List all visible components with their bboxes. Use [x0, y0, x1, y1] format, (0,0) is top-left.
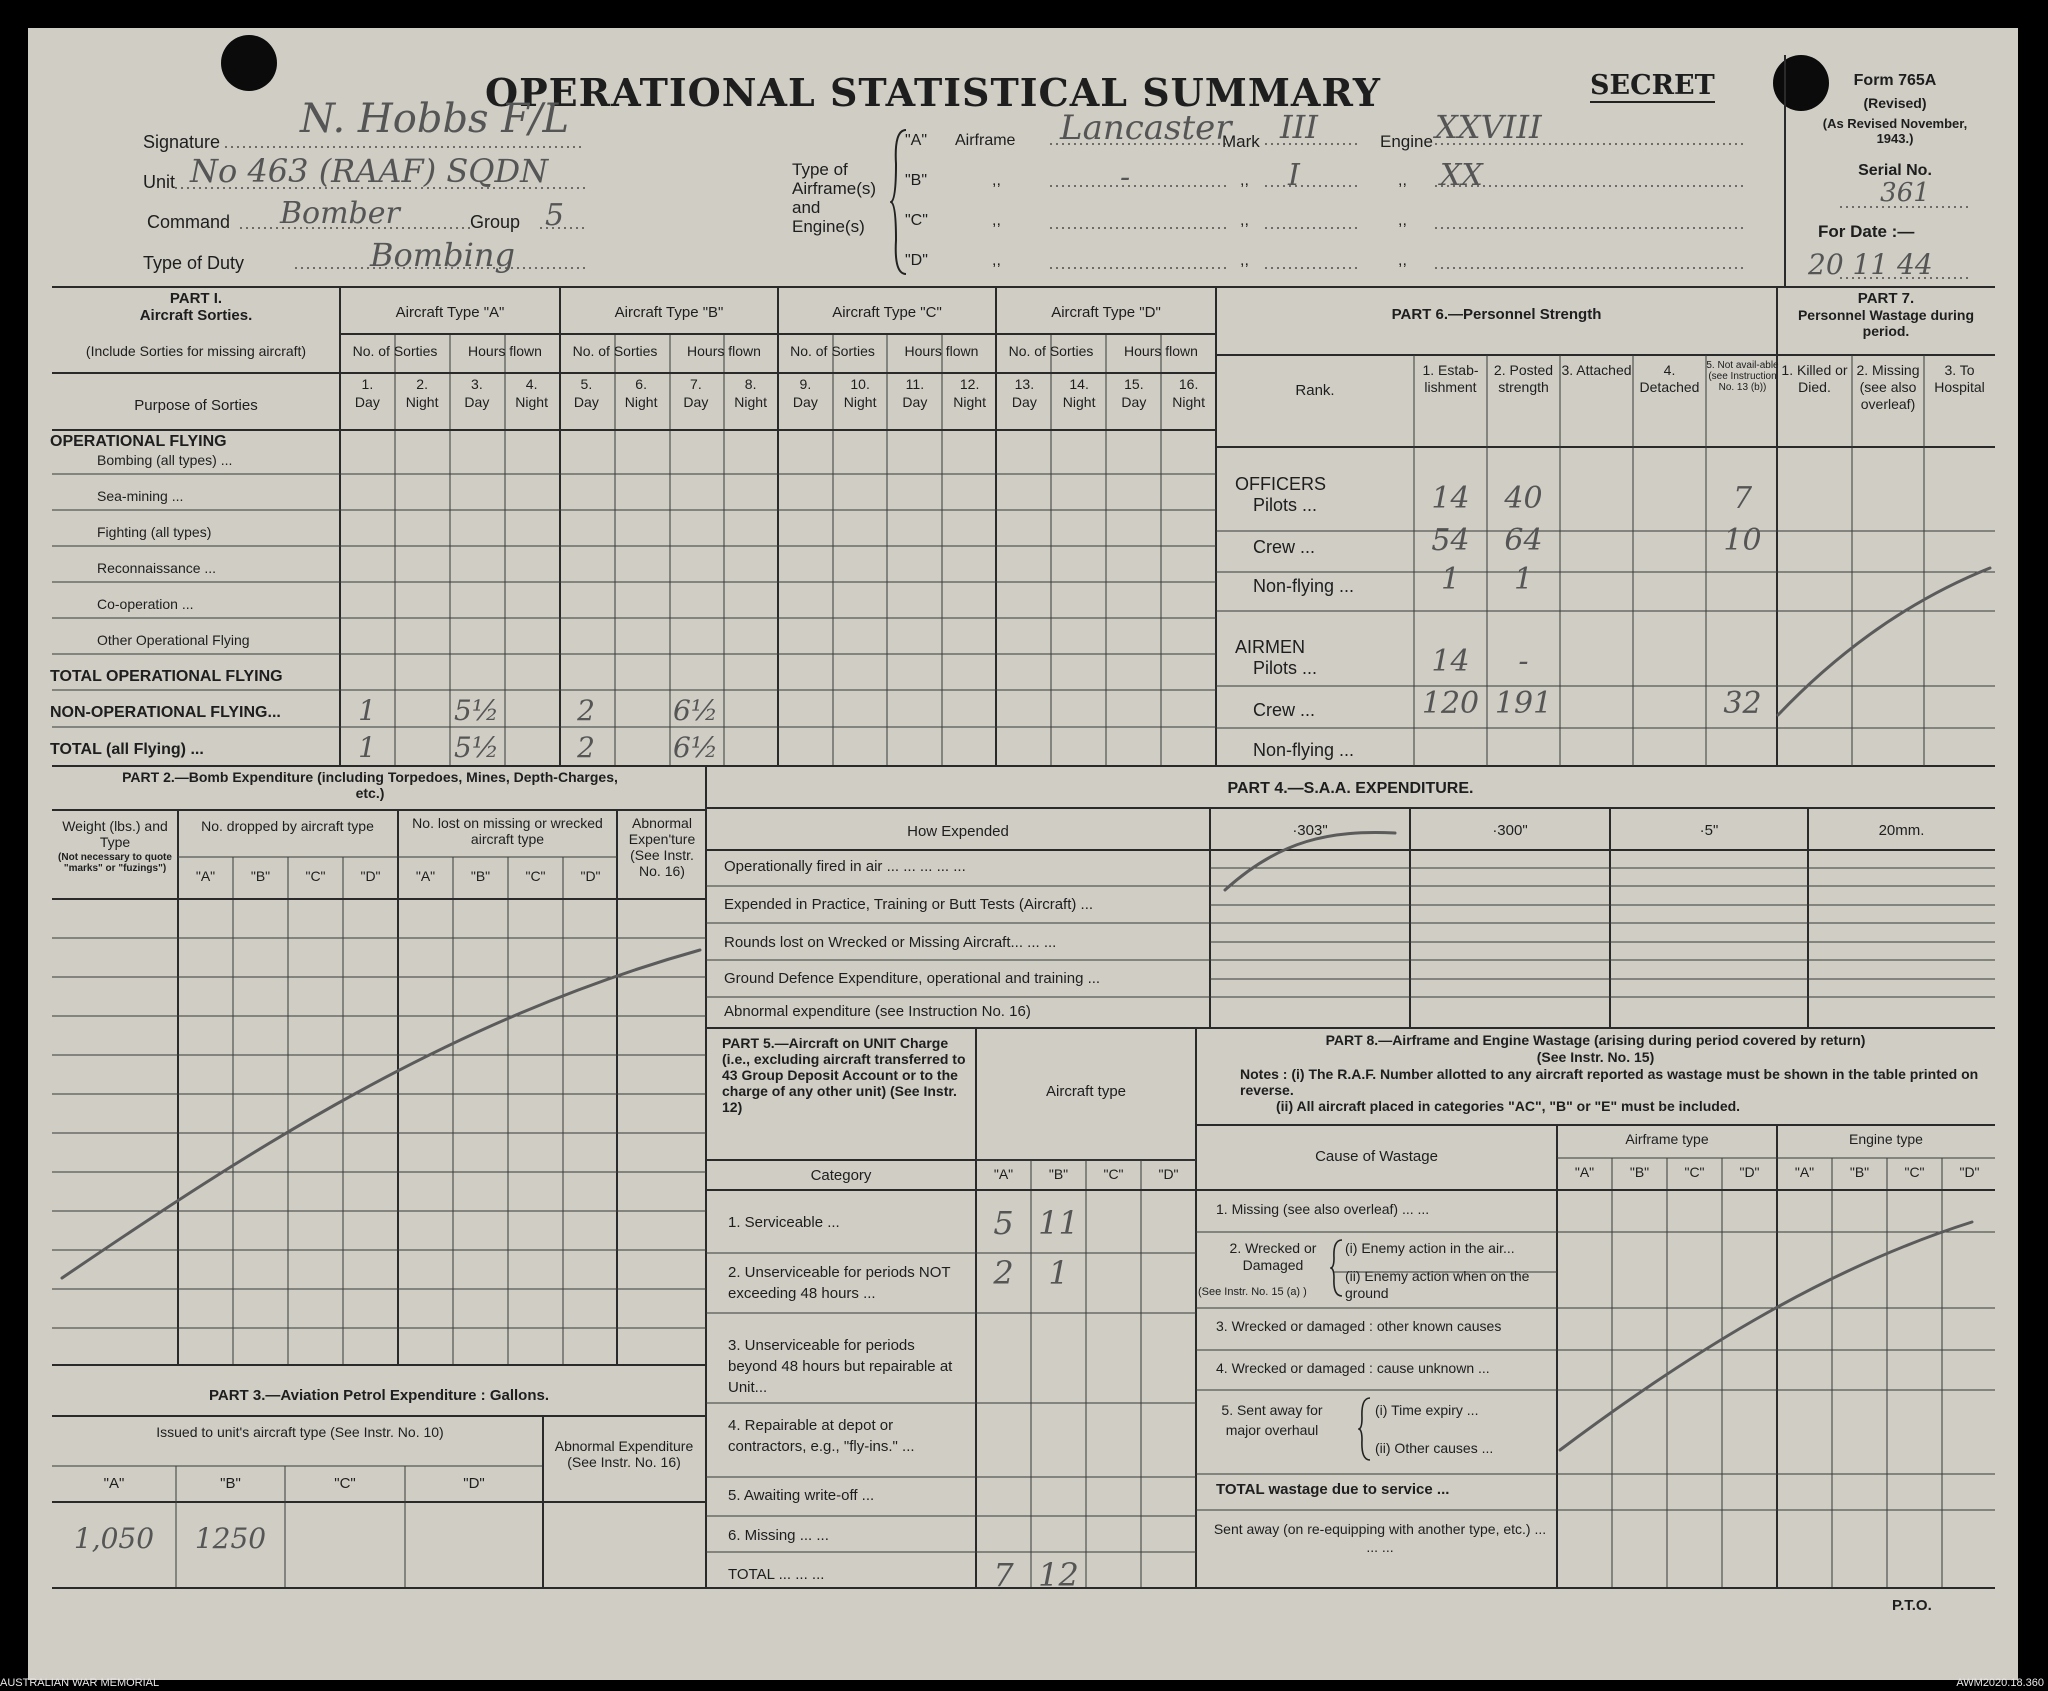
personnel-value: 40	[1504, 481, 1543, 516]
unit-charge-row-label: 4. Repairable at depot or contractors, e.g., "fly-ins." ...	[728, 1417, 915, 1455]
wastage-row-enemy-ground: (ii) Enemy action when on the ground	[1345, 1268, 1530, 1301]
unit-value: No 463 (RAAF) SQDN	[190, 152, 549, 190]
wastage-row-sent-away-overhaul: 5. Sent away for major overhaul	[1221, 1402, 1323, 1438]
bomb-col-letter: "D"	[360, 868, 381, 884]
secret-marking: SECRET	[1590, 70, 1715, 101]
wastage-row-total: TOTAL wastage due to service ...	[1216, 1481, 1450, 1498]
personnel-row-label: Non-flying ...	[1253, 740, 1355, 760]
wastage-col-letter: "A"	[1574, 1164, 1595, 1180]
part1-col-day-night: Night	[624, 394, 658, 410]
form-revision-date: (As Revised November, 1943.)	[1822, 116, 1968, 146]
personnel-value: 54	[1431, 523, 1470, 558]
airframe-label-b: ,,	[992, 172, 1001, 189]
part1-col-day-night: Night	[1172, 394, 1205, 410]
wastage-col-letter: "B"	[1849, 1164, 1870, 1180]
lost-label: No. lost on missing or wrecked aircraft type	[412, 815, 603, 847]
sortie-row-label: NON-OPERATIONAL FLYING...	[50, 704, 281, 721]
petrol-col-letter: "D"	[463, 1475, 485, 1492]
part1-col-day-night: Night	[734, 394, 767, 410]
mark-value-a: III	[1280, 108, 1318, 146]
personnel-row-label: Pilots ...	[1253, 495, 1318, 515]
wastage-col-letter: "C"	[1904, 1164, 1925, 1180]
part1-note: (Include Sorties for missing aircraft)	[85, 343, 307, 359]
type-a-header: Aircraft Type "A"	[395, 304, 505, 321]
part1-col-number: 12.	[959, 376, 980, 392]
part7-title: PART 7.	[1857, 290, 1915, 307]
wastage-instr-note: (See Instr. No. 15 (a) )	[1198, 1286, 1307, 1298]
cause-of-wastage-label: Cause of Wastage	[1315, 1148, 1438, 1165]
part1-col-number: 2.	[416, 376, 428, 392]
airframe-letter-d: "D"	[905, 252, 928, 269]
wastage-row-cause-unknown: 4. Wrecked or damaged : cause unknown ...	[1216, 1360, 1490, 1376]
type-b-header: Aircraft Type "B"	[614, 304, 724, 321]
operational-flying-heading: OPERATIONAL FLYING	[50, 433, 227, 450]
unit-charge-row-label: 6. Missing ... ...	[728, 1527, 829, 1544]
sortie-row-label: Reconnaissance ...	[97, 560, 217, 576]
unit-charge-row-label: 2. Unserviceable for periods NOT exceeding 48 hours ...	[728, 1264, 951, 1302]
serial-value: 361	[1880, 178, 1930, 208]
saa-row-label: Ground Defence Expenditure, operational and training ...	[724, 970, 1101, 987]
how-expended-label: How Expended	[907, 823, 1009, 840]
command-label: Command	[147, 212, 231, 232]
wastage-col-header: 3. To Hospital	[1934, 362, 1985, 395]
serial-label: Serial No.	[1858, 162, 1932, 179]
sorties-header-a: No. of Sorties	[352, 343, 438, 359]
signature-label: Signature	[143, 132, 221, 152]
unit-charge-col-letter: "C"	[1103, 1166, 1124, 1182]
wastage-row-time-expiry: (i) Time expiry ...	[1375, 1402, 1479, 1418]
bomb-col-letter: "A"	[415, 868, 436, 884]
sortie-row-label: Sea-mining ...	[97, 488, 184, 504]
wastage-brace-overhaul	[1358, 1396, 1372, 1462]
sortie-value: 1	[358, 694, 376, 727]
engine-label-c: ,,	[1398, 212, 1407, 229]
personnel-row-label: Crew ...	[1253, 537, 1316, 557]
hours-header-a: Hours flown	[468, 343, 542, 359]
airframe-value-a: Lancaster	[1060, 108, 1232, 148]
group-value: 5	[545, 198, 565, 233]
personnel-value: -	[1518, 644, 1529, 679]
wastage-row-enemy-air: (i) Enemy action in the air...	[1345, 1240, 1515, 1256]
personnel-value: 64	[1504, 523, 1543, 558]
airframe-letter-c: "C"	[905, 212, 928, 229]
sortie-row-label: Co-operation ...	[97, 596, 194, 612]
hours-header-b: Hours flown	[687, 343, 761, 359]
calibre-header: ·300"	[1492, 822, 1528, 839]
sorties-header-b: No. of Sorties	[572, 343, 658, 359]
part1-col-day-night: Night	[843, 394, 877, 410]
part1-col-day-night: Day	[354, 394, 380, 410]
bomb-col-letter: "D"	[580, 868, 601, 884]
wastage-col-letter: "A"	[1794, 1164, 1815, 1180]
abnormal-expenditure-label: Abnormal Expen'ture (See Instr. No. 16)	[628, 815, 696, 879]
part6-title: PART 6.—Personnel Strength	[1391, 306, 1602, 323]
personnel-value: 7	[1732, 481, 1753, 516]
wastage-brace-damaged	[1330, 1238, 1344, 1298]
personnel-value: 1	[1440, 562, 1461, 597]
unit-charge-col-letter: "D"	[1158, 1166, 1179, 1182]
part1-col-day-night: Night	[1062, 394, 1096, 410]
personnel-value: 191	[1494, 686, 1553, 721]
part1-col-number: 8.	[744, 376, 757, 392]
personnel-value: 1	[1513, 562, 1534, 597]
part1-col-number: 15.	[1124, 376, 1144, 392]
form-title: OPERATIONAL STATISTICAL SUMMARY	[485, 70, 1381, 115]
part3-title: PART 3.—Aviation Petrol Expenditure : Gallons.	[208, 1387, 550, 1404]
wastage-row-other-overhaul: (ii) Other causes ...	[1375, 1440, 1494, 1456]
footer-accession: AWM2020.18.360	[1956, 1677, 2044, 1689]
engine-label-d: ,,	[1398, 252, 1407, 269]
sortie-row-label: TOTAL (all Flying) ...	[50, 741, 204, 758]
group-label: Group	[470, 212, 521, 232]
part1-col-number: 3.	[471, 376, 483, 392]
part1-col-number: 4.	[525, 376, 538, 392]
type-c-header: Aircraft Type "C"	[832, 304, 942, 321]
part1-col-day-night: Day	[1011, 394, 1037, 410]
signature-value: N. Hobbs F/L	[300, 96, 570, 142]
part1-subtitle: Aircraft Sorties.	[139, 307, 253, 324]
petrol-col-letter: "C"	[334, 1475, 356, 1492]
mark-label-c: ,,	[1240, 212, 1249, 229]
issued-label: Issued to unit's aircraft type (See Instr. No. 10)	[156, 1424, 444, 1440]
calibre-header: 20mm.	[1878, 822, 1925, 839]
sortie-value: 1	[358, 731, 376, 764]
airframe-label-c: ,,	[992, 212, 1001, 229]
wastage-col-letter: "B"	[1629, 1164, 1650, 1180]
part1-col-number: 13.	[1014, 376, 1035, 392]
part8-note1: Notes : (i) The R.A.F. Number allotted to any aircraft reported as wastage must be shown in the table printed on reverse.	[1240, 1066, 1979, 1098]
part1-col-day-night: Night	[515, 394, 548, 410]
unit-charge-row-label: 5. Awaiting write-off ...	[728, 1487, 875, 1504]
wastage-row-missing: 1. Missing (see also overleaf) ... ...	[1216, 1201, 1430, 1217]
bomb-col-letter: "B"	[250, 868, 271, 884]
part1-col-day-night: Day	[573, 394, 599, 410]
part8-instr: (See Instr. No. 15)	[1536, 1049, 1655, 1065]
hours-header-c: Hours flown	[904, 343, 979, 359]
airframe-letter-b: "B"	[905, 172, 928, 189]
engine-value-b: XX	[1440, 158, 1483, 193]
sortie-value: 2	[577, 731, 595, 764]
mark-label-a: Mark	[1222, 132, 1260, 151]
unit-charge-value: 2	[993, 1254, 1014, 1292]
part1-col-number: 11.	[905, 376, 925, 392]
sorties-header-d: No. of Sorties	[1008, 343, 1094, 359]
part1-col-number: 9.	[799, 376, 812, 392]
part7-subtitle: Personnel Wastage during period.	[1797, 307, 1975, 339]
wastage-row-re-equipping: Sent away (on re-equipping with another type, etc.) ... ... ...	[1213, 1521, 1547, 1555]
wastage-col-header: 1. Killed or Died.	[1781, 362, 1848, 395]
personnel-value: 14	[1431, 481, 1470, 516]
airmen-group-label: AIRMEN	[1235, 637, 1306, 657]
category-label: Category	[810, 1167, 872, 1184]
hours-header-d: Hours flown	[1124, 343, 1198, 359]
sorties-header-c: No. of Sorties	[790, 343, 875, 359]
engine-type-label: Engine type	[1849, 1131, 1923, 1147]
airframe-label-a: Airframe	[955, 132, 1016, 149]
engine-label-a: Engine	[1380, 132, 1433, 151]
part1-col-day-night: Day	[792, 394, 818, 410]
mark-label-b: ,,	[1240, 172, 1249, 189]
personnel-row-label: Pilots ...	[1253, 658, 1318, 678]
command-value: Bomber	[280, 196, 400, 231]
sortie-value: 6½	[673, 694, 718, 727]
part5-title: PART 5.—Aircraft on UNIT Charge (i.e., excluding aircraft transferred to 43 Group Deposit Account or to the charge of any other unit) (See Instr. 12)	[722, 1035, 966, 1115]
mark-value-b: I	[1288, 158, 1300, 193]
pto-marker: P.T.O.	[1892, 1597, 1932, 1614]
bomb-col-letter: "B"	[470, 868, 491, 884]
form-number: Form 765A	[1853, 72, 1937, 89]
saa-row-label: Operationally fired in air ... ... ... ... ...	[724, 858, 966, 875]
wastage-col-letter: "D"	[1959, 1164, 1980, 1180]
for-date-value: 20 11 44	[1808, 248, 1933, 281]
rank-label: Rank.	[1295, 382, 1335, 399]
personnel-value: 120	[1421, 686, 1480, 721]
unit-charge-value: 1	[1048, 1254, 1069, 1292]
engine-label-b: ,,	[1398, 172, 1407, 189]
personnel-col-header: 5. Not avail-able (see Instruction No. 13 (b))	[1706, 360, 1779, 393]
unit-charge-col-letter: "A"	[993, 1166, 1014, 1182]
engine-value-a: XXVIII	[1435, 108, 1542, 146]
part4-title: PART 4.—S.A.A. EXPENDITURE.	[1227, 780, 1474, 797]
petrol-abnormal-label: Abnormal Expenditure (See Instr. No. 16)	[554, 1438, 694, 1470]
unit-charge-row-label: 1. Serviceable ...	[728, 1214, 840, 1231]
part8-title: PART 8.—Airframe and Engine Wastage (arising during period covered by return)	[1325, 1032, 1866, 1048]
personnel-col-header: 4. Detached	[1639, 362, 1700, 395]
for-date-label: For Date :—	[1818, 222, 1915, 241]
sortie-value: 2	[577, 694, 595, 727]
sortie-value: 5½	[454, 694, 499, 727]
unit-label: Unit	[143, 172, 176, 192]
part1-col-number: 5.	[580, 376, 593, 392]
airframe-value-b: -	[1120, 160, 1131, 195]
petrol-value: 1,050	[73, 1522, 155, 1555]
purpose-label: Purpose of Sorties	[134, 397, 258, 414]
wastage-col-header: 2. Missing (see also overleaf)	[1856, 362, 1920, 412]
dropped-label: No. dropped by aircraft type	[201, 818, 374, 834]
wastage-col-letter: "D"	[1739, 1164, 1760, 1180]
wastage-row-other-causes: 3. Wrecked or damaged : other known causes	[1216, 1318, 1502, 1334]
airframes-label: Type of Airframe(s) and Engine(s)	[792, 160, 877, 236]
sortie-value: 6½	[673, 731, 718, 764]
mark-label-d: ,,	[1240, 252, 1249, 269]
personnel-col-header: 2. Posted strength	[1493, 362, 1554, 395]
unit-charge-row-label: 3. Unserviceable for periods beyond 48 hours but repairable at Unit...	[728, 1337, 953, 1396]
petrol-col-letter: "A"	[103, 1475, 125, 1492]
weight-type-label: Weight (lbs.) and Type	[62, 818, 168, 850]
saa-row-label: Abnormal expenditure (see Instruction No. 16)	[724, 1003, 1031, 1020]
unit-charge-value: 5	[993, 1204, 1014, 1242]
part1-col-day-night: Day	[902, 394, 928, 410]
part1-col-number: 6.	[635, 376, 647, 392]
petrol-col-letter: "B"	[220, 1475, 241, 1492]
petrol-value: 1250	[194, 1522, 267, 1555]
wastage-row-wrecked-damaged: 2. Wrecked or Damaged	[1229, 1240, 1317, 1273]
form-revised: (Revised)	[1863, 95, 1927, 111]
part1-col-number: 7.	[690, 376, 702, 392]
personnel-value: 10	[1723, 523, 1762, 558]
calibre-header: ·303"	[1292, 822, 1328, 839]
saa-row-label: Rounds lost on Wrecked or Missing Aircraft... ... ...	[724, 934, 1057, 951]
part1-col-number: 16.	[1178, 376, 1199, 392]
duty-label: Type of Duty	[143, 253, 245, 273]
duty-value: Bombing	[370, 236, 515, 274]
unit-charge-row-label: TOTAL ... ... ...	[728, 1566, 825, 1583]
part1-col-day-night: Night	[405, 394, 439, 410]
personnel-col-header: 1. Estab-lishment	[1422, 362, 1479, 395]
airframe-type-label: Airframe type	[1625, 1131, 1709, 1147]
part2-title: PART 2.—Bomb Expenditure (including Torpedoes, Mines, Depth-Charges, etc.)	[122, 769, 618, 801]
aircraft-type-label: Aircraft type	[1045, 1083, 1127, 1100]
sortie-row-label: Other Operational Flying	[97, 632, 250, 648]
sortie-value: 5½	[454, 731, 499, 764]
personnel-row-label: Crew ...	[1253, 700, 1316, 720]
footer-credit: AUSTRALIAN WAR MEMORIAL	[0, 1677, 160, 1689]
calibre-header: ·5"	[1699, 822, 1719, 839]
personnel-value: 14	[1431, 644, 1470, 679]
part1-col-number: 14.	[1069, 376, 1089, 392]
wastage-col-letter: "C"	[1684, 1164, 1705, 1180]
bomb-col-letter: "C"	[525, 868, 546, 884]
bomb-col-letter: "C"	[305, 868, 326, 884]
airframe-letter-a: "A"	[905, 132, 928, 149]
sortie-row-label: Fighting (all types)	[97, 524, 212, 540]
unit-charge-value: 12	[1038, 1556, 1079, 1594]
part1-col-day-night: Day	[683, 394, 709, 410]
unit-charge-value: 7	[993, 1556, 1014, 1594]
part8-note2: (ii) All aircraft placed in categories "AC", "B" or "E" must be included.	[1276, 1098, 1741, 1114]
weight-type-note: (Not necessary to quote "marks" or "fuzings")	[58, 852, 172, 874]
sortie-row-label: TOTAL OPERATIONAL FLYING	[50, 668, 283, 685]
sortie-row-label: Bombing (all types) ...	[97, 452, 233, 468]
type-d-header: Aircraft Type "D"	[1051, 304, 1161, 321]
bomb-col-letter: "A"	[195, 868, 216, 884]
part1-col-number: 10.	[850, 376, 870, 392]
saa-row-label: Expended in Practice, Training or Butt Tests (Aircraft) ...	[724, 896, 1094, 913]
part1-col-day-night: Day	[464, 394, 490, 410]
officers-group-label: OFFICERS	[1235, 474, 1327, 494]
part1-col-number: 1.	[361, 376, 374, 392]
part1-col-day-night: Day	[1121, 394, 1147, 410]
personnel-col-header: 3. Attached	[1561, 362, 1632, 378]
personnel-value: 32	[1723, 686, 1762, 721]
airframe-label-d: ,,	[992, 252, 1001, 269]
personnel-row-label: Non-flying ...	[1253, 576, 1355, 596]
part1-title: PART I.	[169, 290, 223, 307]
unit-charge-value: 11	[1038, 1204, 1079, 1242]
unit-charge-col-letter: "B"	[1048, 1166, 1069, 1182]
part1-col-day-night: Night	[953, 394, 986, 410]
